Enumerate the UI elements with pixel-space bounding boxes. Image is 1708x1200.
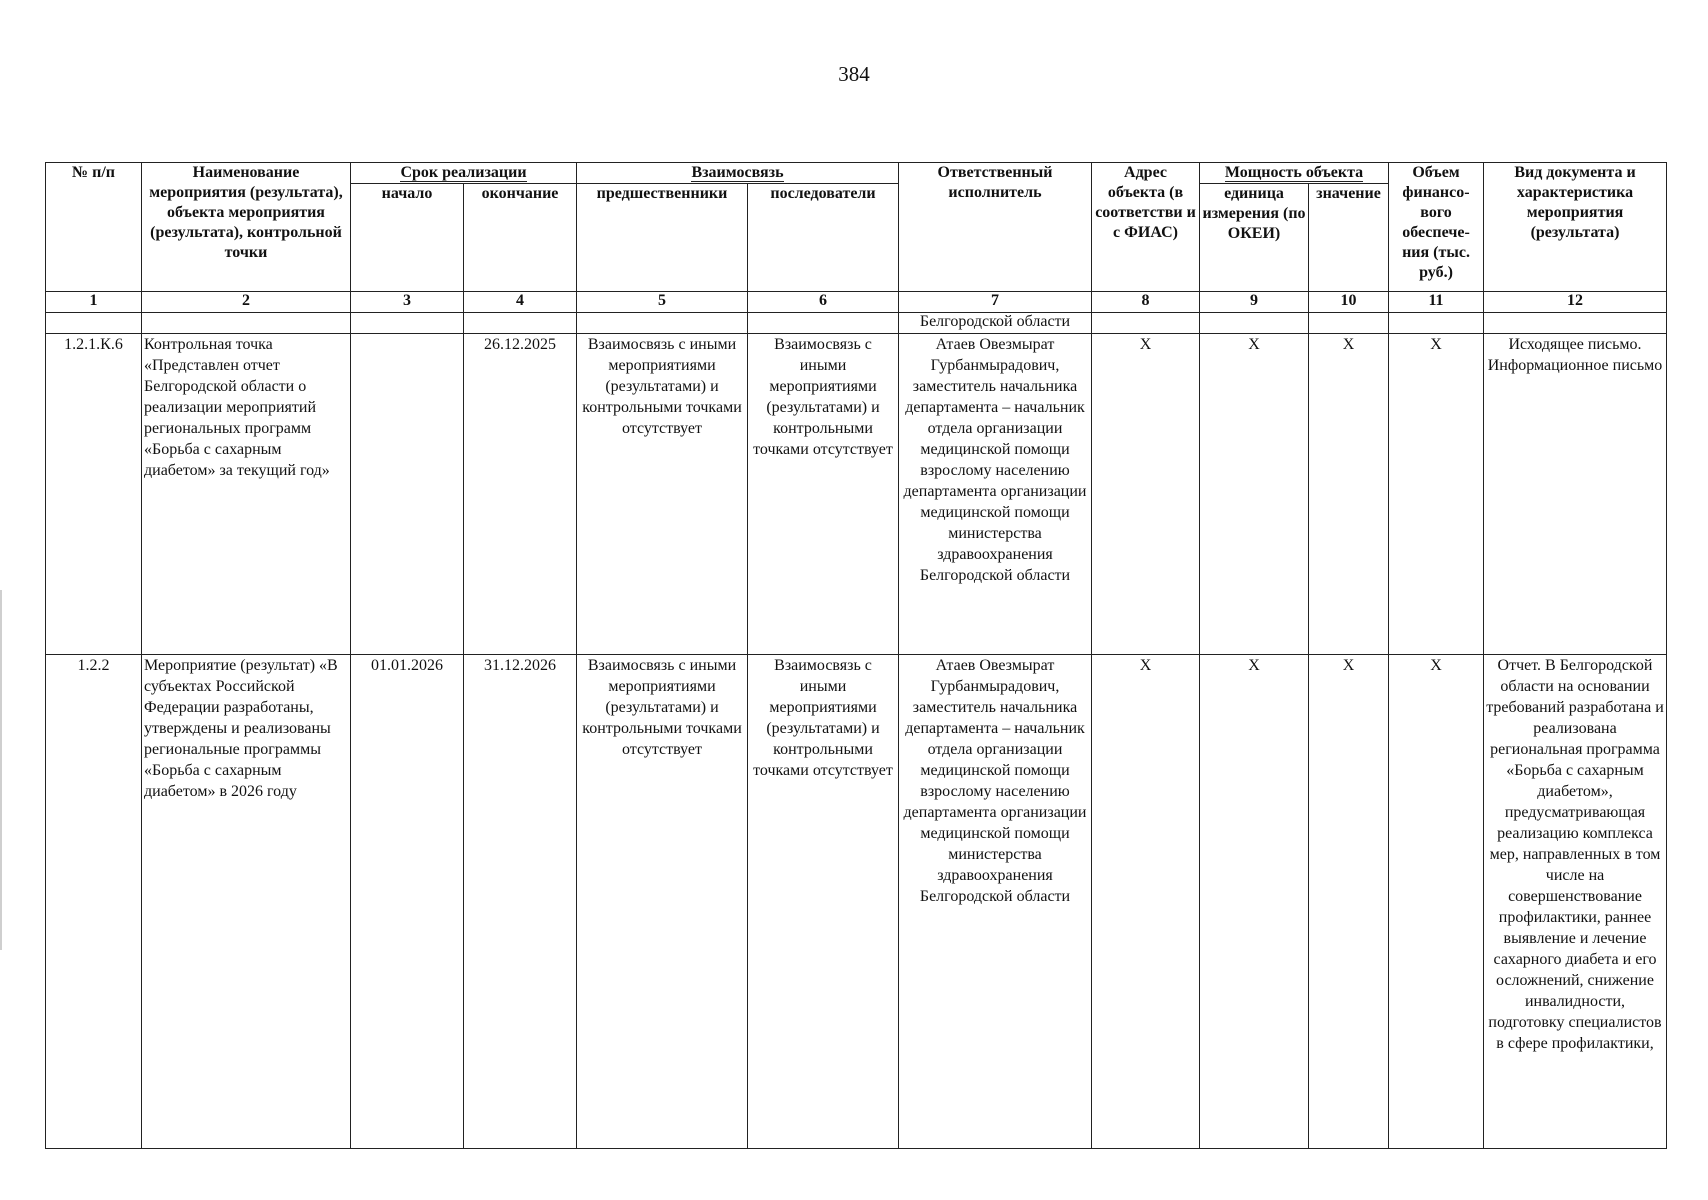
header-document: Вид документа и характеристика мероприятия (результата) [1484,163,1667,292]
header-name: Наименование мероприятия (результата), объекта мероприятия (результата), контрольной точки [142,163,351,292]
row-unit: X [1200,334,1309,655]
row-predecessors: Взаимосвязь с иными мероприятиями (результатами) и контрольными точками отсутствует [577,655,748,1149]
continuation-cell: Белгородской области [899,313,1092,334]
table-cell [464,313,577,334]
row-value: X [1309,655,1389,1149]
row-document: Отчет. В Белгородской области на основании требований разработана и реализована региональная программа «Борьба с сахарным диабетом», предусматривающая реализацию комплекса мер, направленных в том числе на совершенствование профилактики, раннее выявление и лечение сахарного диабета и его осложнений, снижение инвалидности, подготовку специалистов в сфере профилактики, [1484,655,1667,1149]
row-responsible: Атаев Овезмырат Гурбанмырадович, заместитель начальника департамента – начальник отдела организации медицинской помощи взрослому населению департамента организации медицинской помощи министерства здравоохранения Белгородской области [899,655,1092,1149]
continuation-row [46,313,1667,334]
header-successors: последователи [748,184,899,292]
row-end: 26.12.2025 [464,334,577,655]
header-group-link [577,163,899,184]
column-number: 6 [748,292,899,313]
header-address: Адрес объекта (в соответстви и с ФИАС) [1092,163,1200,292]
row-volume: X [1389,334,1484,655]
row-value: X [1309,334,1389,655]
header-group-capacity-label: Мощность объекта [1224,164,1364,181]
column-number: 9 [1200,292,1309,313]
table-cell [1092,313,1200,334]
header-group-term-label: Срок реализации [400,164,527,181]
header-row-1 [46,163,1667,184]
column-number: 5 [577,292,748,313]
header-group-capacity [1200,163,1389,184]
header-responsible: Ответственный исполнитель [899,163,1092,292]
table-row [46,334,1667,655]
row-successors: Взаимосвязь с иными мероприятиями (результатами) и контрольными точками отсутствует [748,334,899,655]
header-unit: единица измерения (по ОКЕИ) [1200,184,1309,292]
column-number: 8 [1092,292,1200,313]
table-cell [1309,313,1389,334]
table-row [46,655,1667,1149]
header-group-link-label: Взаимосвязь [691,164,784,181]
row-volume: X [1389,655,1484,1149]
header-group-term [351,163,577,184]
column-number: 7 [899,292,1092,313]
row-num: 1.2.1.К.6 [46,334,142,655]
table-cell [577,313,748,334]
plan-table [45,162,1667,1149]
table-cell [351,313,464,334]
column-number: 11 [1389,292,1484,313]
column-number: 2 [142,292,351,313]
column-number: 10 [1309,292,1389,313]
row-end: 31.12.2026 [464,655,577,1149]
column-number: 4 [464,292,577,313]
page-number: 384 [838,62,870,86]
table-cell [142,313,351,334]
header-value: значение [1309,184,1389,292]
row-name: Контрольная точка «Представлен отчет Белгородской области о реализации мероприятий региональных программ «Борьба с сахарным диабетом» за текущий год» [142,334,351,655]
header-start: начало [351,184,464,292]
scan-edge-mark [0,590,2,950]
row-name: Мероприятие (результат) «В субъектах Российской Федерации разработаны, утверждены и реализованы региональные программы «Борьба с сахарным диабетом» в 2026 году [142,655,351,1149]
column-number-row [46,292,1667,313]
table-cell [1200,313,1309,334]
header-volume: Объем финансо-вого обеспече-ния (тыс. руб.) [1389,163,1484,292]
row-start: 01.01.2026 [351,655,464,1149]
row-start [351,334,464,655]
row-successors: Взаимосвязь с иными мероприятиями (результатами) и контрольными точками отсутствует [748,655,899,1149]
row-predecessors: Взаимосвязь с иными мероприятиями (результатами) и контрольными точками отсутствует [577,334,748,655]
table-cell [748,313,899,334]
column-number: 3 [351,292,464,313]
row-num: 1.2.2 [46,655,142,1149]
row-responsible: Атаев Овезмырат Гурбанмырадович, заместитель начальника департамента – начальник отдела организации медицинской помощи взрослому населению департамента организации медицинской помощи министерства здравоохранения Белгородской области [899,334,1092,655]
header-predecessors: предшественники [577,184,748,292]
table-cell [1389,313,1484,334]
column-number: 12 [1484,292,1667,313]
row-address: X [1092,334,1200,655]
row-document: Исходящее письмо. Информационное письмо [1484,334,1667,655]
row-address: X [1092,655,1200,1149]
header-end: окончание [464,184,577,292]
row-unit: X [1200,655,1309,1149]
column-number: 1 [46,292,142,313]
header-num: № п/п [46,163,142,292]
table-cell [1484,313,1667,334]
table-cell [46,313,142,334]
